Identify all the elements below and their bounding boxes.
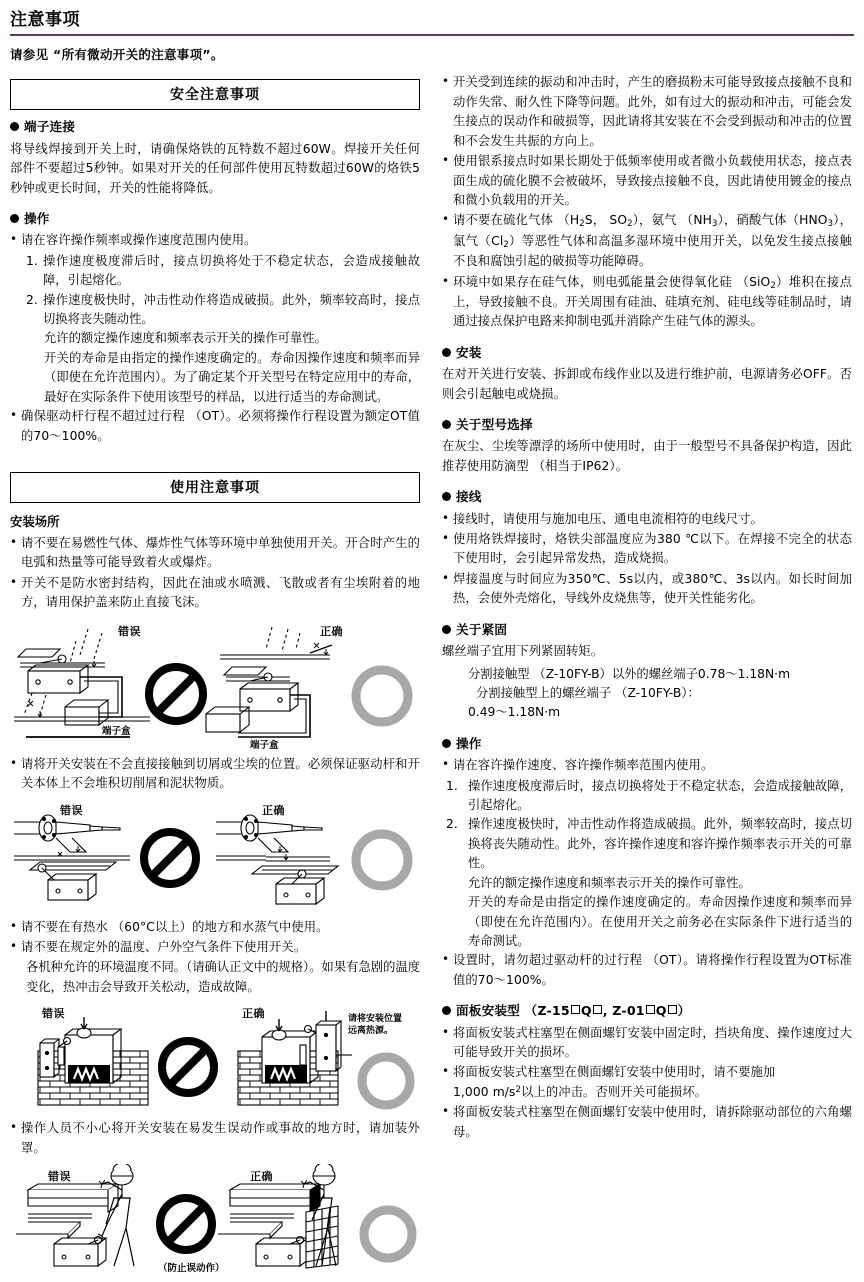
- wildcard-box-icon: [571, 1005, 580, 1014]
- figure-label-correct: 正确: [262, 803, 285, 817]
- list-number: 1.: [26, 253, 38, 268]
- figure-heat-note-line2: 远离热源。: [348, 1026, 394, 1037]
- bullet-dot-icon: [10, 214, 19, 223]
- list-item-corrosive-gas: • 请不要在硫化气体 （$H_2S$， $SO_2$），氨气 $(NH_3)$，硝酸气体$(HNO_3)$，氯气$(Cl_2)$等恶性气体和高温多湿环境中使用开关，以免发生接点接触不良和腐蚀引起的破损等功能障碍。: [442, 211, 852, 271]
- list-item: • 请在容许操作频率或操作速度范围内使用。: [10, 231, 420, 250]
- bullet-dot-icon: [442, 1006, 451, 1015]
- operation-numbered-list-right: [442, 777, 852, 874]
- title-divider: [10, 34, 854, 36]
- list-item: • 请不要在规定外的温度、户外空气条件下使用开关。: [10, 938, 420, 957]
- list-item: • 将面板安装式柱塞型在侧面螺钉安装中固定时，挡块角度、操作速度过大可能导致开关的损坏。: [442, 1024, 852, 1063]
- figure-heat-note: [348, 1013, 402, 1037]
- subscript: 2: [627, 219, 633, 230]
- installation-place-list-c: [10, 918, 420, 958]
- subscript: 3: [711, 219, 718, 230]
- page-title: 注意事项: [10, 10, 80, 30]
- figure-label-correct: 正确: [242, 1007, 265, 1021]
- bullet-dot-icon: [442, 625, 451, 634]
- list-item: • 开关受到连续的振动和冲击时，产生的磨损粉末可能导致接点接触不良和动作失常、耐久性下降等问题。此外，如有过大的振动和冲击，可能会发生接点的误动作和破损等，因此请将其安装在不会受到振动和冲击的位置和不会发生共振的方向上。: [442, 73, 852, 151]
- operation-bullet-list-right-2: [442, 951, 852, 990]
- bullet-dot-icon: [442, 348, 451, 357]
- terminal-connection-body: 将导线焊接到开关上时，请确保烙铁的瓦特数不超过60W。焊接开关任何部件不要超过5秒钟。如果对开关的任何部件使用瓦特数超过60W的烙铁5秒钟或更长时间，开关的性能将降低。: [10, 141, 420, 195]
- installation-place-list-b: [10, 755, 420, 794]
- subscript: 2: [770, 280, 776, 291]
- correct-ring-icon: [356, 834, 408, 886]
- list-item: • 请不要在有热水 （60°C以上）的地方和水蒸气中使用。: [10, 918, 420, 937]
- figure-guard-svg: [10, 1164, 420, 1274]
- left-column: [10, 73, 420, 1282]
- list-number: 1.: [446, 778, 458, 793]
- list-item: • 焊接温度与时间应为350℃、5s以内，或380℃、3s以内。如长时间加热，会使外壳熔化，导线外皮烧焦等，使开关性能劣化。: [442, 570, 852, 609]
- list-item: • 请不要在易燃性气体、爆炸性气体等环境中单独使用开关。开合时产生的电弧和热量等可能导致着火或爆炸。: [10, 534, 420, 573]
- figure-label-wrong: 错误: [48, 1170, 71, 1184]
- operation-continuation-2-right: 开关的寿命是由指定的操作速度确定的。寿命因操作速度和频率而异（即使在允许范围内）。在使用开关之前务必在实际条件下进行适当的寿命测试。: [468, 895, 852, 948]
- tightening-torque-line-2: 分割接触型上的螺丝端子 （Z-10FY-B）：: [476, 685, 700, 700]
- temperature-continuation: 各机种允许的环境温度不同。（请确认正文中的规格）。如果有急剧的温度变化，热冲击会导致开关松动，造成故障。: [26, 960, 420, 994]
- figure-heat-source: [10, 1003, 420, 1111]
- wildcard-box-icon: [646, 1005, 655, 1014]
- heading-wiring: 接线: [442, 489, 852, 505]
- list-item: • 使用银系接点时如果长期处于低频率使用或者微小负载使用状态，接点表面生成的硫化膜不会被破坏，导致接点接触不良，因此请使用镀金的接点和微小负载用的开关。: [442, 152, 852, 210]
- installation-place-list-d: [10, 1119, 420, 1158]
- operation-continuation-2: 开关的寿命是由指定的操作速度确定的。寿命因操作速度和频率而异 （即使在允许范围内）。为了确定某个开关型号在特定应用中的寿命，最好在实际条件下使用该型号的样品，以进行适当的寿命测试。: [44, 350, 420, 404]
- figure-label-wrong: 错误: [118, 624, 141, 638]
- operation-bullet-list-right: [442, 756, 852, 775]
- wiring-list: [442, 510, 852, 609]
- list-item-silicon-gas: • 环境中如果存在硅气体，则电弧能量会使得氧化硅 （SiO$_2$）堆积在接点上，导致接触不良。开关周围有硅油、硅填充剂、硅电线等硅制品时，请通过接点保护电路来抑制电弧并消除产生硅气体的源头。: [442, 273, 852, 332]
- tightening-torque-line-3: 0.49～1.18N·m: [468, 705, 561, 720]
- heading-installation: 安装: [442, 345, 852, 361]
- bullet-dot-icon: [442, 420, 451, 429]
- list-item: 1. 操作速度极度滞后时，接点切换将处于不稳定状态，会造成接触故障，引起熔化。: [26, 253, 420, 288]
- operation-continuation-1-right: 允许的额定操作速度和频率表示开关的操作可靠性。: [468, 875, 751, 890]
- heading-installation-place: 安装场所: [10, 514, 60, 530]
- list-item: • 设置时，请勿超过驱动杆的过行程 （OT）。请将操作行程设置为OT标准值的70～100%。: [442, 951, 852, 990]
- installation-place-list-a: [10, 534, 420, 613]
- figure-label-wrong: 错误: [60, 803, 83, 817]
- subscript: 2: [503, 239, 509, 250]
- operation-numbered-list-left: [10, 252, 420, 330]
- tightening-body: 螺丝端子宜用下列紧固转矩。: [442, 644, 604, 659]
- prohibition-icon: [162, 1041, 214, 1093]
- figure-terminal-box-label-left: 端子盒: [102, 725, 131, 737]
- subscript: 3: [827, 219, 834, 230]
- figure-terminal-box-label-right: 端子盒: [250, 739, 279, 751]
- list-item: • 确保驱动杆行程不超过过行程 （OT）。必须将操作行程设置为额定OT值的70～100%。: [10, 407, 420, 446]
- list-item: 2. 操作速度极快时，冲击性动作将造成破损。此外，频率较高时，接点切换将丧失随动性。此外，容许操作速度和容许操作频率表示开关的可靠性。: [446, 817, 852, 871]
- two-column-body: [10, 73, 854, 1282]
- prohibition-icon: [144, 832, 196, 884]
- heading-model-selection: 关于型号选择: [442, 417, 852, 433]
- operation-bullet-list-left: [10, 231, 420, 250]
- figure-chips-protection: [10, 800, 420, 910]
- panel-mount-list: [442, 1024, 852, 1143]
- prohibition-icon: [149, 667, 203, 721]
- list-number: 2.: [446, 817, 458, 832]
- list-number: 2.: [26, 292, 38, 307]
- list-item: • 将面板安装式柱塞型在侧面螺钉安装中使用时，请拆除驱动部位的六角螺母。: [442, 1103, 852, 1142]
- operation-bullet-list-left-2: [10, 407, 420, 446]
- list-item-shock: • 将面板安装式柱塞型在侧面螺钉安装中使用时，请不要施加 1,000 $m/s^2$以上的冲击。否则开关可能损坏。: [442, 1063, 852, 1102]
- list-item: • 请在容许操作速度、容许操作频率范围内使用。: [442, 756, 852, 775]
- tightening-torque-line-1: 分割接触型 （Z-10FY-B）以外的螺丝端子0.78～1.18N·m: [468, 666, 791, 681]
- usage-precautions-box: 使用注意事项: [10, 472, 420, 503]
- correct-ring-icon: [362, 1057, 410, 1105]
- operation-continuation-1: 允许的额定操作速度和频率表示开关的操作可靠性。: [44, 331, 327, 346]
- figure-label-correct: 正确: [250, 1170, 273, 1184]
- figure-splash-svg: [10, 619, 420, 747]
- list-item: • 接线时，请使用与施加电压、通电电流相符的电线尺寸。: [442, 510, 852, 529]
- figure-guard-caption: （防止误动作）: [158, 1263, 225, 1275]
- heading-terminal-connection: 端子连接: [10, 119, 420, 135]
- correct-ring-icon: [356, 670, 408, 722]
- heading-operation-right: 操作: [442, 736, 852, 752]
- page-subtitle: 请参见 “所有微动开关的注意事项”。: [10, 47, 224, 63]
- list-item: • 开关不是防水密封结构，因此在油或水喷溅、飞散或者有尘埃附着的地方，请用保护盖来防止直接飞沫。: [10, 574, 420, 613]
- right-column: [442, 73, 852, 1143]
- heading-panel-mount-type: 面板安装型 （Z-15 Q , Z-01 Q ）: [442, 1003, 852, 1019]
- list-item: • 使用烙铁焊接时，烙铁尖部温度应为380 ℃以下。在焊接不完全的状态下使用时，会引起异常发热，造成烧损。: [442, 530, 852, 569]
- subscript: 2: [579, 219, 585, 230]
- figure-operator-guard: [10, 1164, 420, 1274]
- model-selection-body: 在灰尘、尘埃等漂浮的场所中使用时，由于一般型号不具备保护构造，因此推荐使用防滴型 （相当于IP62）。: [442, 439, 852, 473]
- heading-operation-left: 操作: [10, 211, 420, 227]
- installation-body: 在对开关进行安装、拆卸或布线作业以及进行维护前，电源请务必OFF。否则会引起触电或烧损。: [442, 367, 852, 401]
- wildcard-box-icon: [593, 1005, 602, 1014]
- list-item: 1. 操作速度极度滞后时，接点切换将处于不稳定状态，会造成接触故障，引起熔化。: [446, 778, 852, 812]
- safety-precautions-box: 安全注意事项: [10, 79, 420, 110]
- bullet-dot-icon: [442, 739, 451, 748]
- superscript: 2: [515, 1084, 522, 1095]
- list-item: 2. 操作速度极快时，冲击性动作将造成破损。此外，频率较高时，接点切换将丧失随动性。: [26, 292, 420, 327]
- prohibition-icon: [160, 1198, 212, 1250]
- bullet-dot-icon: [10, 122, 19, 131]
- figure-label-wrong: 错误: [42, 1007, 65, 1021]
- figure-splash-protection: [10, 619, 420, 751]
- bullet-dot-icon: [442, 492, 451, 501]
- vibration-and-contact-list: [442, 73, 852, 331]
- heading-tightening: 关于紧固: [442, 622, 852, 638]
- correct-ring-icon: [364, 1210, 412, 1258]
- figure-label-correct: 正确: [320, 624, 343, 638]
- list-item: • 请将开关安装在不会直接接触到切屑或尘埃的位置。必须保证驱动杆和开关本体上不会堆积切削屑和泥状物质。: [10, 755, 420, 794]
- figure-heat-note-line1: 请将安装位置: [348, 1014, 403, 1025]
- list-item: • 操作人员不小心将开关安装在易发生误动作或事故的地方时，请加装外罩。: [10, 1119, 420, 1158]
- wildcard-box-icon: [668, 1005, 677, 1014]
